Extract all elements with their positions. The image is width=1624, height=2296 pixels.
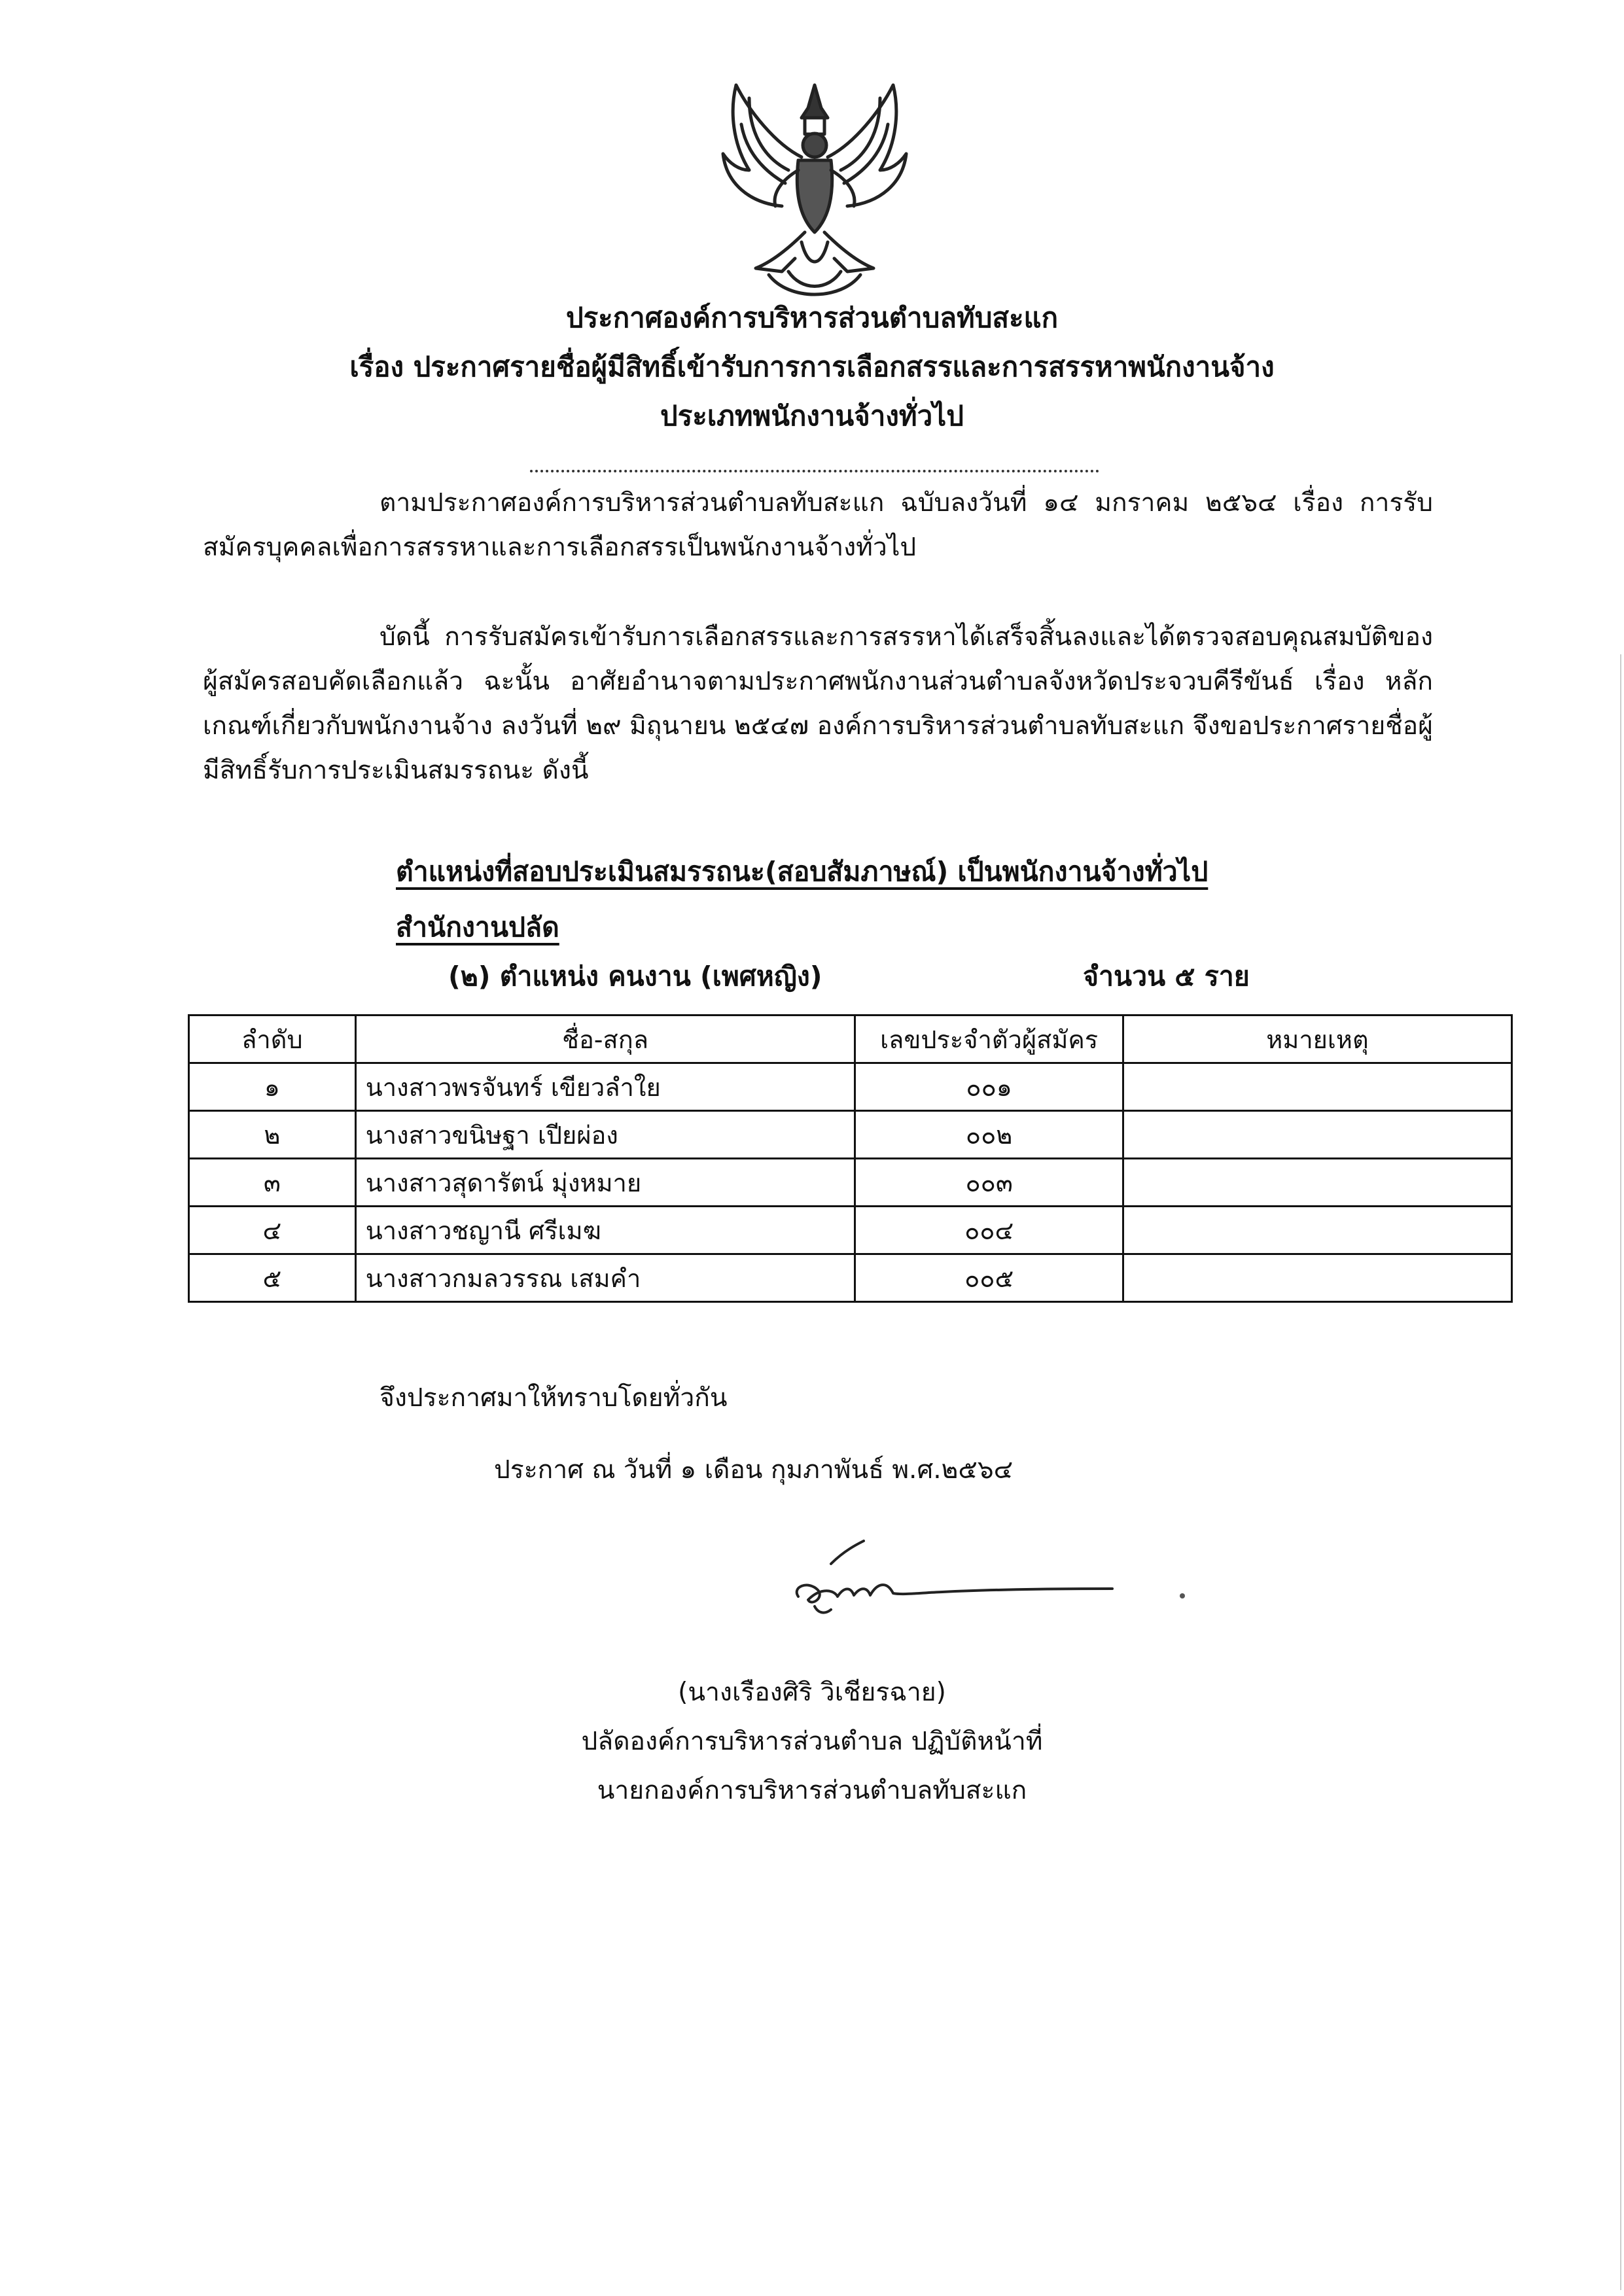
row-applicant-id: ๐๐๓: [855, 1159, 1123, 1207]
row-order: ๑: [189, 1063, 356, 1111]
row-applicant-id: ๐๐๕: [855, 1254, 1123, 1302]
section-heading: ตำแหน่งที่สอบประเมินสมรรถนะ(สอบสัมภาษณ์) เป็นพนักงานจ้างทั่วไป: [396, 856, 1209, 887]
row-order: ๓: [189, 1159, 356, 1207]
row-remarks: [1123, 1254, 1511, 1302]
row-remarks: [1123, 1111, 1511, 1159]
row-order: ๒: [189, 1111, 356, 1159]
table-row: [189, 1159, 1512, 1207]
row-remarks: [1123, 1063, 1511, 1111]
row-order: ๕: [189, 1254, 356, 1302]
garuda-emblem-icon: [710, 72, 919, 308]
title-divider: [530, 470, 1099, 472]
row-remarks: [1123, 1207, 1511, 1254]
row-applicant-id: ๐๐๔: [855, 1207, 1123, 1254]
department-heading: สำนักงานปลัด: [396, 911, 559, 943]
table-row: [189, 1254, 1512, 1302]
row-name: นางสาวกมลวรรณ เสมคำ: [355, 1254, 855, 1302]
header-applicant-id: เลขประจำตัวผู้สมัคร: [855, 1016, 1123, 1063]
table-row: [189, 1111, 1512, 1159]
signer-name: (นางเรืองศิริ วิเชียรฉาย): [678, 1678, 946, 1707]
row-name: นางสาวขนิษฐา เปียผ่อง: [355, 1111, 855, 1159]
ink-dot: [1180, 1593, 1185, 1598]
header-remarks: หมายเหตุ: [1123, 1016, 1511, 1063]
header-order: ลำดับ: [189, 1016, 356, 1063]
row-name: นางสาวพรจันทร์ เขียวลำใย: [355, 1063, 855, 1111]
row-name: นางสาวชญานี ศรีเมฆ: [355, 1207, 855, 1254]
table-row: [189, 1063, 1512, 1111]
position-label: (๒) ตำแหน่ง คนงาน (เพศหญิง): [448, 961, 822, 992]
handwritten-signature: [772, 1525, 1139, 1629]
table-header-row: [189, 1016, 1512, 1063]
table-row: [189, 1207, 1512, 1254]
announcement-subject: เรื่อง ประกาศรายชื่อผู้มีสิทธิ์เข้ารับการการเลือกสรรและการสรรหาพนักงานจ้าง: [349, 351, 1275, 383]
signer-office: นายกองค์การบริหารส่วนตำบลทับสะแก: [597, 1776, 1027, 1805]
employee-type: ประเภทพนักงานจ้างทั่วไป: [660, 400, 964, 432]
row-order: ๔: [189, 1207, 356, 1254]
row-name: นางสาวสุดารัตน์ มุ่งหมาย: [355, 1159, 855, 1207]
row-applicant-id: ๐๐๒: [855, 1111, 1123, 1159]
applicant-count: จำนวน ๕ ราย: [1083, 961, 1250, 992]
row-remarks: [1123, 1159, 1511, 1207]
announcement-date: ประกาศ ณ วันที่ ๑ เดือน กุมภาพันธ์ พ.ศ.๒๕๖๔: [494, 1455, 1014, 1485]
closing-announce: จึงประกาศมาให้ทราบโดยทั่วกัน: [380, 1383, 728, 1413]
signer-title: ปลัดองค์การบริหารส่วนตำบล ปฏิบัติหน้าที่: [581, 1727, 1043, 1756]
row-applicant-id: ๐๐๑: [855, 1063, 1123, 1111]
paragraph-announcement: บัดนี้ การรับสมัครเข้ารับการเลือกสรรและการสรรหาได้เสร็จสิ้นลงและได้ตรวจสอบคุณสมบัติของผู้สมัครสอบคัดเลือกแล้ว ฉะนั้น อาศัยอำนาจตามประกาศพนักงานส่วนตำบลจังหวัดประจวบคีรีขันธ์ เรื่อง หลักเกณฑ์เกี่ยวกับพนักงานจ้าง ลงวันที่ ๒๙ มิถุนายน ๒๕๔๗ องค์การบริหารส่วนตำบลทับสะแก จึงขอประกาศรายชื่อผู้มีสิทธิ์รับการประเมินสมรรถนะ ดังนี้: [203, 622, 1433, 785]
announcement-title: ประกาศองค์การบริหารส่วนตำบลทับสะแก: [565, 302, 1059, 334]
paragraph-reference: ตามประกาศองค์การบริหารส่วนตำบลทับสะแก ฉบับลงวันที่ ๑๔ มกราคม ๒๕๖๔ เรื่อง การรับสมัครบุคคลเพื่อการสรรหาและการเลือกสรรเป็นพนักงานจ้างทั่วไป: [203, 488, 1433, 562]
applicant-table: [188, 1014, 1513, 1303]
scan-edge-shadow: [1620, 654, 1621, 2290]
header-name: ชื่อ-สกุล: [355, 1016, 855, 1063]
